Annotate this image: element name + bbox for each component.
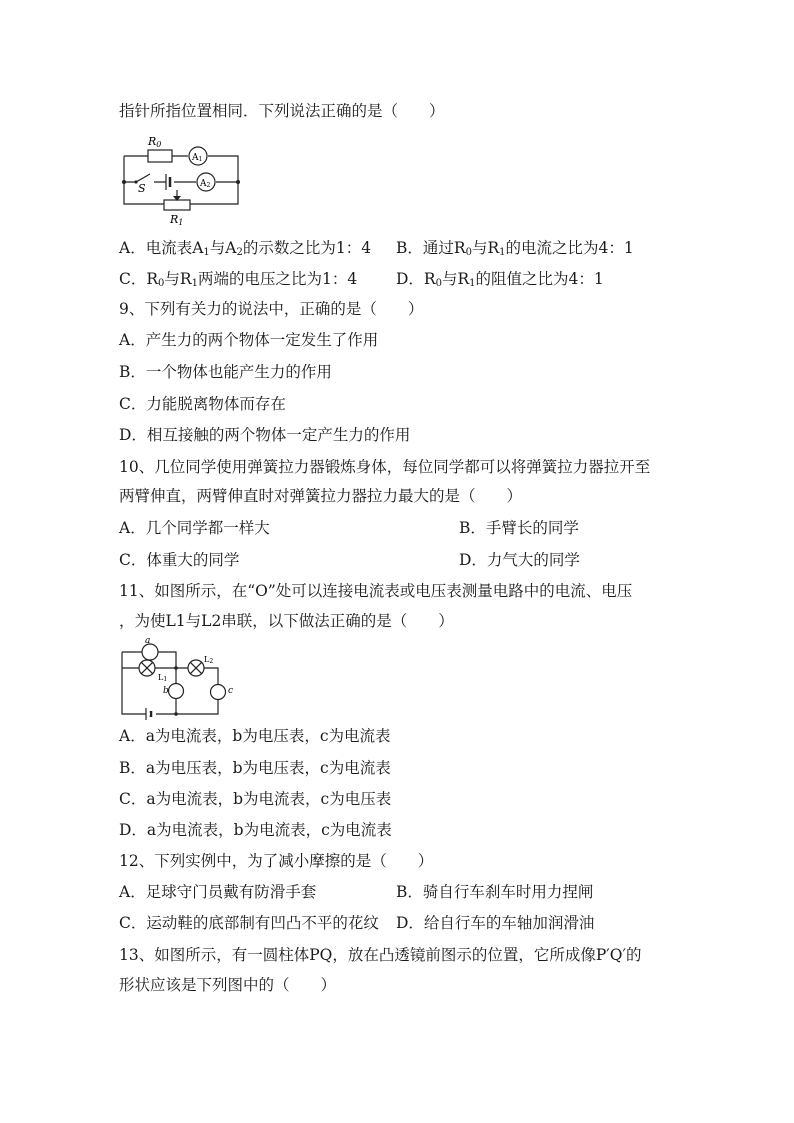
b-label: b — [163, 686, 169, 696]
q12-option-b[interactable]: B．骑自行车刹车时用力捏闸 — [396, 883, 594, 901]
q12-option-c[interactable]: C．运动鞋的底部制有凹凸不平的花纹 — [119, 914, 379, 932]
q8-option-c[interactable]: C．$R_0$与$R_1$两端的电压之比为1：4 — [119, 270, 358, 289]
q9-option-c[interactable]: C．力能脱离物体而存在 — [119, 395, 286, 413]
q13-stem-line1: 13、如图所示，有一圆柱体PQ，放在凸透镜前图示的位置，它所成像P′Q′的 — [119, 946, 642, 964]
r1-rheostat — [164, 200, 190, 210]
q10-option-b[interactable]: B．手臂长的同学 — [459, 519, 579, 537]
q10-stem-line2: 两臂伸直，两臂伸直时对弹簧拉力器拉力最大的是（ ） — [119, 487, 523, 505]
q9-stem: 9、下列有关力的说法中，正确的是（ ） — [119, 300, 424, 318]
l2-label: L2 — [204, 655, 214, 665]
meter-a — [142, 644, 158, 660]
q12-option-d[interactable]: D．给自行车的车轴加润滑油 — [396, 914, 595, 932]
q10-stem-line1: 10、几位同学使用弹簧拉力器锻炼身体，每位同学都可以将弹簧拉力器拉开至 — [119, 458, 651, 476]
q8-option-d[interactable]: D．$R_0$与$R_1$的阻值之比为4：1 — [396, 270, 604, 289]
q11-option-a[interactable]: A．a为电流表，b为电压表，c为电流表 — [119, 727, 391, 745]
q10-option-d[interactable]: D．力气大的同学 — [459, 551, 580, 569]
q11-stem-line1: 11、如图所示，在“O”处可以连接电流表或电压表测量电路中的电流、电压 — [119, 582, 633, 600]
q10-option-a[interactable]: A．几个同学都一样大 — [119, 519, 270, 537]
q8-option-a[interactable]: A．电流表$A_1$与$A_2$的示数之比为1：4 — [119, 239, 372, 258]
r1-label: R1 — [170, 213, 184, 226]
q8-stem: 指针所指位置相同．下列说法正确的是（ ） — [119, 102, 445, 120]
q11-option-d[interactable]: D．a为电流表，b为电流表，c为电流表 — [119, 821, 392, 839]
a2-label: A2 — [200, 179, 211, 189]
q9-option-a[interactable]: A．产生力的两个物体一定发生了作用 — [119, 331, 379, 349]
a-label: a — [145, 636, 151, 646]
q12-stem: 12、下列实例中，为了减小摩擦的是（ ） — [119, 852, 434, 870]
q8-circuit-diagram — [118, 134, 248, 226]
s-label: S — [138, 182, 146, 195]
q10-option-c[interactable]: C．体重大的同学 — [119, 551, 240, 569]
q9-option-b[interactable]: B．一个物体也能产生力的作用 — [119, 363, 332, 381]
q8-option-b[interactable]: B．通过$R_0$与$R_1$的电流之比为4：1 — [396, 239, 634, 258]
l1-label: L1 — [158, 673, 168, 683]
a1-label: A1 — [192, 153, 203, 163]
q12-option-a[interactable]: A．足球守门员戴有防滑手套 — [119, 883, 317, 901]
q11-option-c[interactable]: C．a为电流表，b为电流表，c为电压表 — [119, 790, 392, 808]
q11-option-b[interactable]: B．a为电压表，b为电压表，c为电流表 — [119, 759, 391, 777]
r0-label: R0 — [148, 135, 162, 149]
q11-circuit-diagram — [118, 634, 242, 720]
c-label: c — [228, 686, 234, 696]
r0-resistor — [148, 150, 172, 162]
q11-stem-line2: ，为使L1与L2串联，以下做法正确的是（ ） — [119, 612, 454, 630]
q13-stem-line2: 形状应该是下列图中的（ ） — [119, 976, 337, 994]
meter-c — [211, 685, 226, 700]
q9-option-d[interactable]: D．相互接触的两个物体一定产生力的作用 — [119, 426, 411, 444]
meter-b — [169, 684, 184, 699]
